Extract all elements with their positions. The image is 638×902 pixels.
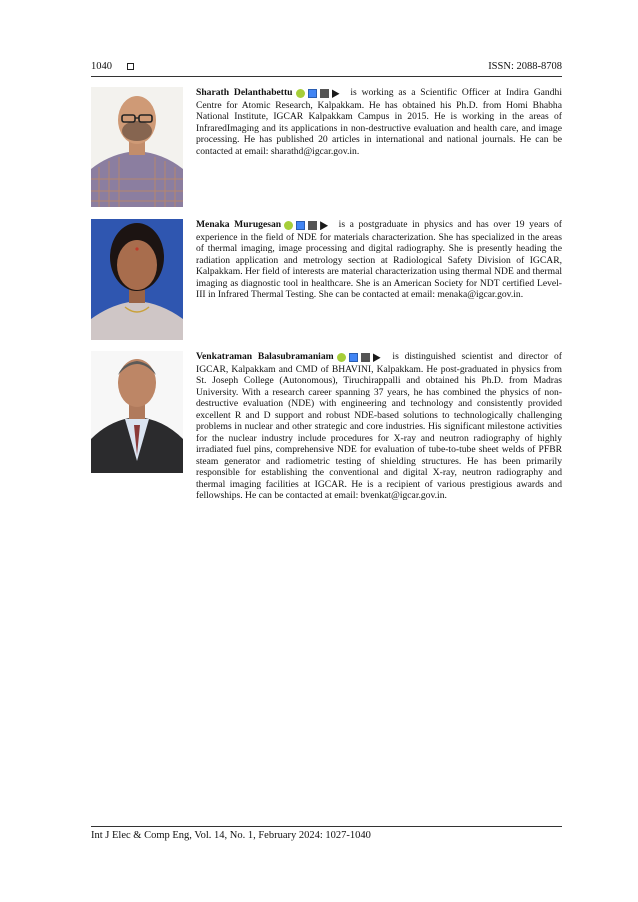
scopus-icon[interactable] bbox=[361, 353, 370, 362]
bio-description: is working as a Scientific Officer at Indira Gandhi Centre for Atomic Research, Kalpakkam. He has obtained his Ph.D. from Homi Bhabha National Institute, IGCAR Kalpakkam Campus in 2015. He is working in the areas of InfraredImaging and its applications in non-destructive evaluation and health care, and image processing. He has published 20 articles in international and national journals. He can be contacted at email: sharathd@igcar.gov.in. bbox=[196, 87, 562, 157]
footer-citation: Int J Elec & Comp Eng, Vol. 14, No. 1, February 2024: 1027-1040 bbox=[91, 830, 371, 841]
author-photo bbox=[91, 351, 183, 473]
profile-icons bbox=[284, 220, 331, 232]
author-photo bbox=[91, 87, 183, 207]
web-of-science-icon[interactable] bbox=[373, 353, 381, 362]
profile-icons bbox=[296, 88, 343, 100]
profile-icons bbox=[337, 352, 384, 364]
author-name: Venkatraman Balasubramaniam bbox=[196, 351, 334, 362]
author-bio-1 bbox=[91, 87, 562, 209]
orcid-icon[interactable] bbox=[296, 89, 305, 98]
bio-description: is a postgraduate in physics and has over 19 years of experience in the field of NDE for materials characterization. She has specialized in the areas of thermal imaging, image processing and digital radiography. She is presently heading the radiation application and metrology section at Radiological Safety Division of IGCAR, Kalpakkam. Her field of interests are material characterization using thermal NDE and thermal imaging as diagnostic tool in healthcare. She is an American Society for NDT certified Level-III in Infrared Thermal Testing. She can be contacted at email: menaka@igcar.gov.in. bbox=[196, 219, 562, 300]
issn-label: ISSN: 2088-8708 bbox=[488, 61, 562, 72]
header-rule bbox=[91, 76, 562, 77]
bio-description: is distinguished scientist and director of IGCAR, Kalpakkam and CMD of BHAVINI, Kalpakkam. He post-graduated in physics from St. Joseph College (Autonomous), Tiruchirappalli and obtained his Ph.D. from Madras University. With a research career spanning 37 years, he has combined the physics of non-destructive evaluation (NDE) with engineering and technology and consistently provided excellent R and D support and robust NDE-based solutions to technologically challenging problems in nuclear and other strategic and core industries. His significant milestone activities for the nuclear industry include procedures for X-ray and neutron radiography of highly irradiated fuel pins, comprehensive NDE for evaluation of tube-to-tube sheet welds of PFBR steam generator and radiometric testing of shielding structures. He has been primarily responsible for establishing the conventional and digital X-ray, neutron radiography and thermal imaging facilities at IGCAR. He is a recipient of various prestigious awards and fellowships. He can be contacted at email: bvenkat@igcar.gov.in. bbox=[196, 351, 562, 501]
page-number: 1040 bbox=[91, 61, 112, 72]
footer-rule bbox=[91, 826, 562, 827]
author-photo bbox=[91, 219, 183, 340]
bio-text bbox=[196, 351, 562, 502]
bio-text bbox=[196, 219, 562, 301]
bio-text bbox=[196, 87, 562, 157]
orcid-icon[interactable] bbox=[337, 353, 346, 362]
author-bio-3 bbox=[91, 351, 562, 501]
web-of-science-icon[interactable] bbox=[332, 89, 340, 98]
scopus-icon[interactable] bbox=[308, 221, 317, 230]
scopus-icon[interactable] bbox=[320, 89, 329, 98]
orcid-icon[interactable] bbox=[284, 221, 293, 230]
google-scholar-icon[interactable] bbox=[308, 89, 317, 98]
google-scholar-icon[interactable] bbox=[349, 353, 358, 362]
web-of-science-icon[interactable] bbox=[320, 221, 328, 230]
square-bullet-icon bbox=[127, 63, 134, 70]
google-scholar-icon[interactable] bbox=[296, 221, 305, 230]
page-header bbox=[91, 61, 562, 75]
author-bio-2 bbox=[91, 219, 562, 341]
author-name: Menaka Murugesan bbox=[196, 219, 282, 230]
author-name: Sharath Delanthabettu bbox=[196, 87, 293, 98]
